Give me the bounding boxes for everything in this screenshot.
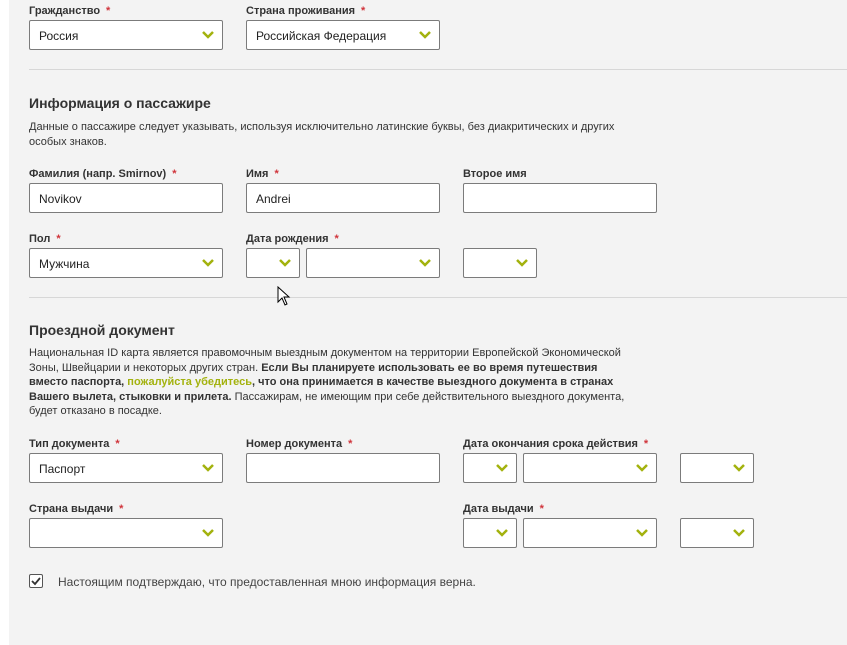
- doc-number-label: Номер документа *: [246, 438, 353, 450]
- expiry-label: Дата окончания срока действия *: [463, 438, 649, 450]
- middle-name-input[interactable]: [463, 183, 657, 213]
- citizenship-select[interactable]: Россия: [29, 20, 223, 50]
- chevron-down-icon: [201, 28, 215, 42]
- checkmark-icon: [30, 575, 42, 587]
- chevron-down-icon: [495, 461, 509, 475]
- document-section-title: Проездной документ: [29, 322, 175, 338]
- document-note-text: Пассажирам, не имеющим при себе действительного выездного документа, будет отказано в посадке.: [29, 390, 625, 417]
- passenger-note: Данные о пассажире следует указывать, используя исключительно латинские буквы, без диакритических и других особых знаков.: [29, 121, 615, 148]
- first-name-input[interactable]: Andrei: [246, 183, 440, 213]
- chevron-down-icon: [635, 526, 649, 540]
- gender-select[interactable]: Мужчина: [29, 248, 223, 278]
- issue-day-select[interactable]: [463, 518, 517, 548]
- passenger-section-title: Информация о пассажире: [29, 95, 211, 111]
- expiry-day-select[interactable]: [463, 453, 517, 483]
- dob-day-select[interactable]: [246, 248, 300, 278]
- document-note: [29, 346, 629, 419]
- issue-year-select[interactable]: [680, 518, 754, 548]
- chevron-down-icon: [732, 461, 746, 475]
- chevron-down-icon: [495, 526, 509, 540]
- doc-type-label: Тип документа *: [29, 438, 120, 450]
- surname-input[interactable]: Novikov: [29, 183, 223, 213]
- doc-number-input[interactable]: [246, 453, 440, 483]
- document-note-bold: , что она принимается в качестве выездного документа в странах Вашего вылета, стыковки и прилета.: [29, 376, 614, 403]
- residence-select[interactable]: Российская Федерация: [246, 20, 440, 50]
- chevron-down-icon: [201, 461, 215, 475]
- chevron-down-icon: [278, 256, 292, 270]
- mouse-cursor-icon: [277, 286, 291, 306]
- dob-month-select[interactable]: [306, 248, 440, 278]
- chevron-down-icon: [201, 526, 215, 540]
- residence-label: Страна проживания *: [246, 5, 366, 17]
- first-name-label: Имя *: [246, 168, 279, 180]
- surname-label: Фамилия (напр. Smirnov) *: [29, 168, 177, 180]
- chevron-down-icon: [515, 256, 529, 270]
- gender-label: Пол *: [29, 233, 61, 245]
- chevron-down-icon: [418, 28, 432, 42]
- divider: [29, 69, 847, 70]
- expiry-month-select[interactable]: [523, 453, 657, 483]
- issue-date-label: Дата выдачи *: [463, 503, 544, 515]
- issuing-country-label: Страна выдачи *: [29, 503, 124, 515]
- divider: [29, 297, 847, 298]
- issue-month-select[interactable]: [523, 518, 657, 548]
- citizenship-label: Гражданство *: [29, 5, 111, 17]
- doc-type-select[interactable]: Паспорт: [29, 453, 223, 483]
- confirm-checkbox[interactable]: [29, 574, 43, 588]
- chevron-down-icon: [201, 256, 215, 270]
- document-note-text: Национальная ID карта является правомочным выездным документом на территории Европейской Экономической Зоны, Швейцарии и некоторых других стран.: [29, 347, 621, 374]
- chevron-down-icon: [635, 461, 649, 475]
- confirm-label: Настоящим подтверждаю, что предоставленная мною информация верна.: [58, 575, 476, 589]
- chevron-down-icon: [732, 526, 746, 540]
- dob-label: Дата рождения *: [246, 233, 339, 245]
- issuing-country-select[interactable]: [29, 518, 223, 548]
- middle-name-label: Второе имя: [463, 168, 527, 180]
- chevron-down-icon: [418, 256, 432, 270]
- expiry-year-select[interactable]: [680, 453, 754, 483]
- confirm-link[interactable]: пожалуйста убедитесь: [127, 376, 252, 388]
- dob-year-select[interactable]: [463, 248, 537, 278]
- document-note-bold: Если Вы планируете использовать ее во время путешествия вместо паспорта,: [29, 361, 598, 388]
